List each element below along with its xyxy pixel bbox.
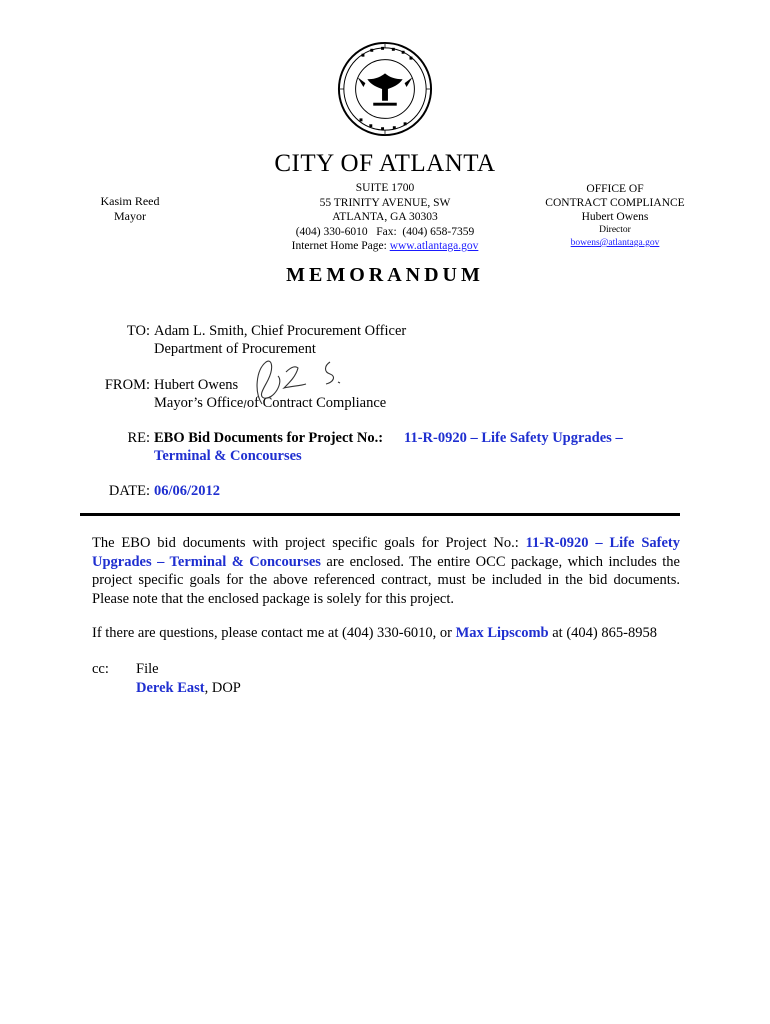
homepage-label: Internet Home Page:	[291, 240, 387, 252]
p2-text-1: If there are questions, please contact me at (404) 330-6010, or	[92, 625, 456, 641]
from-line-1: Hubert Owens	[154, 377, 239, 393]
re-project-line-2: Terminal & Concourses	[154, 448, 302, 464]
homepage-line	[235, 239, 535, 254]
p2-text-2: at (404) 865-8958	[548, 625, 657, 641]
address-block	[235, 181, 535, 254]
p1-text-1: The EBO bid documents with project specific goals for Project No.:	[92, 535, 526, 551]
to-label: TO:	[126, 323, 150, 339]
address-line: ATLANTA, GA 30303	[332, 211, 438, 223]
director-name: Hubert Owens	[581, 211, 649, 223]
city-seal-icon	[336, 40, 434, 138]
from-line-2: Mayor’s Office of Contract Compliance	[154, 395, 387, 411]
body-paragraph-2	[92, 624, 680, 643]
address-line: SUITE 1700	[355, 182, 415, 194]
office-line: CONTRACT COMPLIANCE	[545, 197, 685, 209]
cc-suffix: , DOP	[204, 680, 241, 696]
to-line-1: Adam L. Smith, Chief Procurement Officer	[154, 323, 407, 339]
memo-title: MEMORANDUM	[286, 264, 484, 286]
signature-icon	[240, 352, 360, 412]
cc-label: cc:	[92, 661, 109, 677]
office-line: OFFICE OF	[586, 183, 644, 195]
divider	[80, 513, 680, 516]
re-row	[0, 429, 770, 469]
office-block	[540, 182, 690, 250]
phone-line: (404) 330-6010 Fax: (404) 658-7359	[295, 225, 475, 238]
address-line: 55 TRINITY AVENUE, SW	[319, 196, 451, 209]
to-row	[0, 322, 770, 362]
mayor-block	[70, 194, 190, 224]
director-email-link[interactable]: bowens@atlantaga.gov	[570, 238, 660, 248]
cc-block	[92, 660, 392, 700]
date-row	[0, 482, 770, 502]
contact-name: Max Lipscomb	[455, 625, 549, 641]
re-prefix: EBO Bid Documents for Project No.:	[154, 430, 384, 446]
cc-line-1: File	[136, 661, 159, 677]
date-label: DATE:	[108, 483, 150, 499]
from-label: FROM:	[104, 377, 150, 393]
p1-project: 11-R-0920 – Life Safety Upgrades – Terminal & Concourses	[92, 535, 680, 570]
re-label: RE:	[127, 430, 150, 446]
cc-line-2	[136, 679, 241, 697]
body-paragraph-1	[92, 534, 680, 608]
to-line-2: Department of Procurement	[154, 341, 316, 357]
date-value: 06/06/2012	[154, 483, 221, 499]
mayor-name: Kasim Reed	[100, 194, 160, 208]
p1-text-2: are enclosed. The entire OCC package, which includes the project specific goals for the above referenced contract, must be included in the bid documents. Please note that the enclosed package is solely for this project.	[92, 553, 680, 607]
re-project-line-1: 11-R-0920 – Life Safety Upgrades –	[404, 430, 623, 446]
from-row	[0, 376, 770, 416]
mayor-title: Mayor	[114, 209, 146, 223]
homepage-link[interactable]: www.atlantaga.gov	[389, 240, 479, 252]
city-title: CITY OF ATLANTA	[274, 150, 496, 177]
cc-name: Derek East	[136, 680, 205, 696]
director-title: Director	[599, 225, 631, 235]
